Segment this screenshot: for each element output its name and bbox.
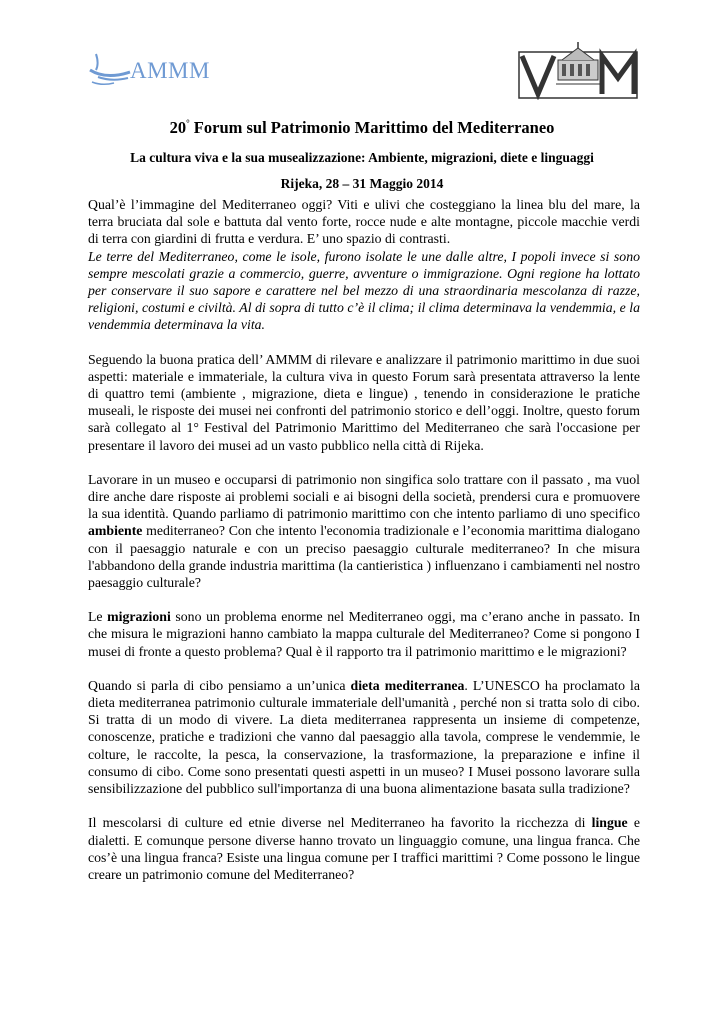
museum-building-icon <box>518 42 638 100</box>
paragraph-dieta: Quando si parla di cibo pensiamo a un’unica dieta mediterranea. L’UNESCO ha proclamato la dieta mediterranea patrimonio culturale immateriale dell'umanità , perché non si tratta solo di cibo. Si tratta di un modo di vivere. La dieta mediterranea rappresenta un insieme di competenze, conoscenze, pratiche e tradizioni che vanno dal paesaggio alla tavola, comprese le vendemmie, le colture, le raccolte, la pesca, la conservazione, la trasformazione, la preparazione e infine il consumo di cibo. Come sono presentati questi aspetti in un museo? I Musei possono lavorare sulla sensibilizzazione del pubblico sull'importanza di una buona alimentazione basata sulla tradizione? <box>88 677 641 797</box>
paragraph-migrazioni: Le migrazioni sono un problema enorme nel Mediterraneo oggi, ma c’erano anche in passato. In che misura le migrazioni hanno cambiato la mappa culturale del Mediterraneo? Come si pongono I musei di fronte a questo problema? Qual è il rapporto tra il patrimonio marittimo e le migrazioni? <box>88 609 640 659</box>
paragraph-approach: Seguendo la buona pratica dell’ AMMM di rilevare e analizzare il patrimonio marittimo in due suoi aspetti: materiale e immateriale, la cultura viva in questo Forum sarà presentata attraverso la lente di quattro temi (ambiente , migrazione, dieta e lingue) , tenendo in considerazione le pratiche museali, le risposte dei musei nei confronti del patrimonio storico e dell’oggi. Inoltre, questo forum sarà collegato al 1° Festival del Patrimonio Marittimo del Mediterraneo che sarà l'occasione per presentare il lavoro dei musei ad un vasto pubblico nella città di Rijeka. <box>88 351 640 453</box>
boat-icon <box>88 50 132 86</box>
title-number: 20 <box>169 118 187 137</box>
keyword-dieta: dieta mediterranea <box>350 677 465 693</box>
subtitle: La cultura viva e la sua musealizzazione: Ambiente, migrazioni, diete e linguaggi <box>130 150 594 165</box>
title-text: Forum sul Patrimonio Marittimo del Mediterraneo <box>189 118 555 137</box>
ammm-logo <box>88 50 238 90</box>
paragraph-intro: Qual’è l’immagine del Mediterraneo oggi? Viti e ulivi che costeggiano la linea blu del mare, la terra bruciata dal sole e battuta dal vento forte, rocce nude e alte montagne, piccole macchie verdi di terra con giardini di frutta e verdura. E’ uno spazio di contrasti. <box>88 197 640 247</box>
title-degree: ° <box>186 118 190 128</box>
dateline: Rijeka, 28 – 31 Maggio 2014 <box>280 176 444 191</box>
document-body <box>88 196 640 900</box>
paragraph-italic-quote: Le terre del Mediterraneo, come le isole, furono isolate le une dalle altre, I popoli invece si sono sempre mescolati grazie a commercio, guerre, avventure o immigrazione. Ogni regione ha lottato per conservare il suo sapore e carattere nel bel mezzo di una straordinaria mescolanza di razze, religioni, costumi e civiltà. Al di sopra di tutto c’è il clima; il clima determinava la vendemmia, e la vendemmia determinava la vita. <box>88 248 640 333</box>
paragraph-lingue: Il mescolarsi di culture ed etnie diverse nel Mediterraneo ha favorito la ricchezza di lingue e dialetti. E comunque persone diverse hanno trovato un linguaggio comune, una lingua franca. Che cos’è una lingua franca? Esiste una lingua comune per I traffici marittimi ? Come possono le lingue creare un patrimonio comune del Mediterraneo? <box>88 815 640 882</box>
keyword-lingue: lingue <box>591 815 628 831</box>
page-title <box>0 118 724 138</box>
keyword-ambiente: ambiente <box>88 523 143 539</box>
museum-logo <box>518 42 638 100</box>
ammm-logo-text: AMMM <box>130 58 210 83</box>
paragraph-ambiente: Lavorare in un museo e occuparsi di patrimonio non singifica solo trattare con il passato , ma vuol dire anche dare risposte ai problemi sociali e ai bisogni della società, prendersi cura e promuovere la sua identità. Quando parliamo di patrimonio marittimo con che intento parliamo di uno specifico ambiente mediterraneo? Con che intento l'economia tradizionale e l’economia marittima dialogano con il paesaggio naturale e con un preciso paesaggio culturale mediterraneo? In che misura l'abbandono della grande industria marittima (la cantieristica ) influenzano i cambiamenti nel nostro paesaggio culturale? <box>88 471 640 591</box>
keyword-migrazioni: migrazioni <box>107 609 171 625</box>
